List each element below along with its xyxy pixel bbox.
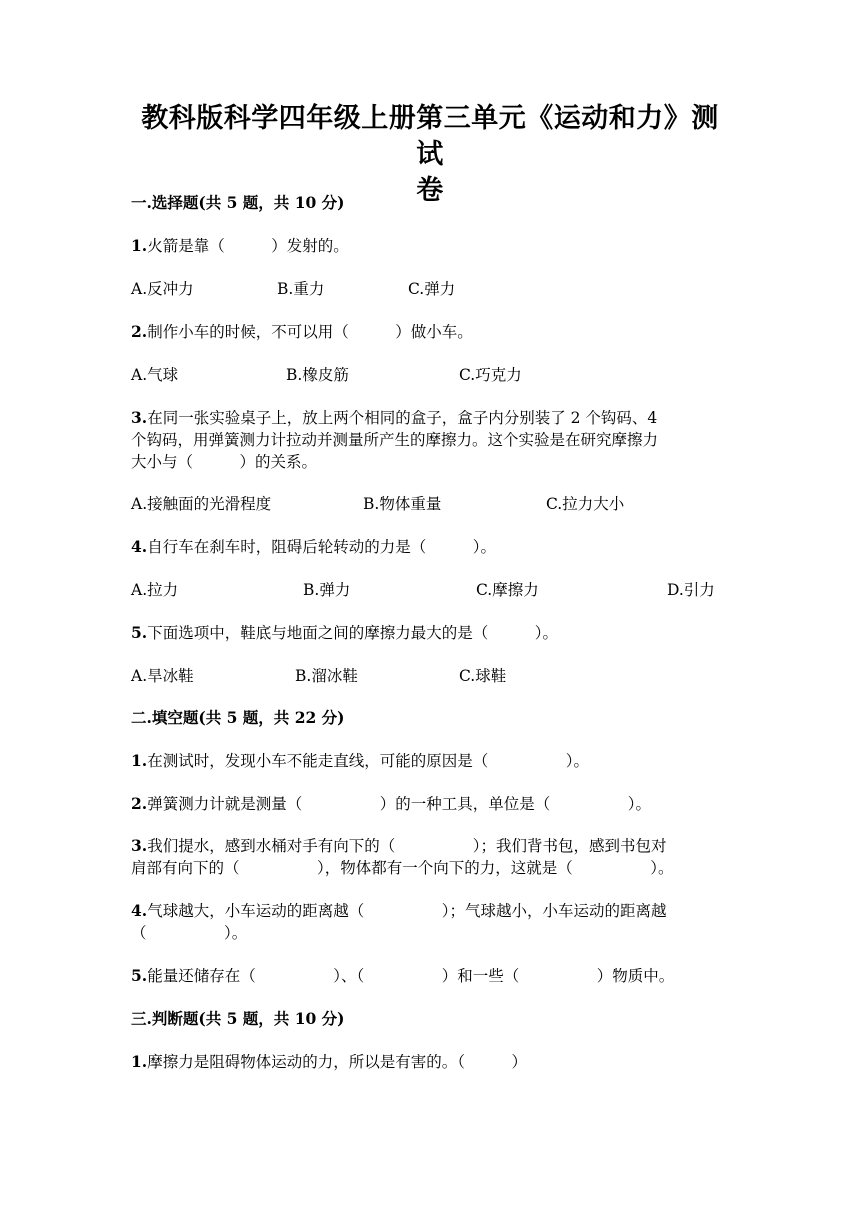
question-text-line-3: 大小与（ ）的关系。: [131, 453, 318, 471]
title-line-1: 教科版科学四年级上册第三单元《运动和力》测试: [141, 103, 719, 170]
choice-q3-option-a: A.接触面的光滑程度: [131, 495, 272, 513]
choice-question-4: [131, 536, 731, 558]
choice-q1-option-a: A.反冲力: [131, 280, 194, 298]
question-number: 4.: [131, 537, 148, 556]
question-number: 5.: [131, 966, 148, 985]
choice-q2-option-c: C.巧克力: [459, 366, 522, 384]
question-number: 2.: [131, 322, 148, 341]
question-text-line-1: 我们提水，感到水桶对手有向下的（ ）；我们背书包，感到书包对: [147, 837, 667, 855]
section-heading-fill: 二.填空题(共 5 题，共 22 分): [131, 708, 345, 727]
question-number: 5.: [131, 623, 148, 642]
choice-q2-option-a: A.气球: [131, 366, 179, 384]
fill-question-1: [131, 750, 731, 772]
question-text: 下面选项中，鞋底与地面之间的摩擦力最大的是（ ）。: [147, 624, 558, 642]
question-text: 摩擦力是阻碍物体运动的力，所以是有害的。（ ）: [147, 1053, 527, 1071]
question-number: 4.: [131, 901, 148, 920]
question-text-line-2: 肩部有向下的（ ），物体都有一个向下的力，这就是（ ）。: [131, 859, 674, 877]
fill-question-2: [131, 793, 731, 815]
question-text: 自行车在刹车时，阻碍后轮转动的力是（ ）。: [147, 538, 496, 556]
fill-question-3: [131, 835, 731, 879]
choice-question-1: [131, 235, 731, 257]
choice-question-5: [131, 622, 731, 644]
choice-q4-option-d: D.引力: [667, 581, 715, 599]
question-text: 在测试时，发现小车不能走直线，可能的原因是（ ）。: [147, 752, 589, 770]
choice-question-2: [131, 321, 731, 343]
question-text: 能量还储存在（ ）、（ ）和一些（ ）物质中。: [147, 967, 675, 985]
fill-question-4: [131, 900, 731, 944]
question-number: 1.: [131, 1052, 148, 1071]
question-number: 3.: [131, 408, 148, 427]
choice-q2-option-b: B.橡皮筋: [286, 366, 349, 384]
choice-q1-option-b: B.重力: [277, 280, 325, 298]
question-number: 3.: [131, 836, 148, 855]
judge-question-1: [131, 1051, 731, 1073]
title-line-2: 卷: [416, 175, 444, 206]
section-heading-choice: 一.选择题(共 5 题，共 10 分): [131, 193, 345, 212]
choice-q3-option-b: B.物体重量: [363, 495, 442, 513]
choice-q1-option-c: C.弹力: [408, 280, 456, 298]
choice-q5-option-b: B.溜冰鞋: [295, 667, 358, 685]
question-text: 火箭是靠（ ）发射的。: [147, 237, 349, 255]
choice-question-3: [131, 407, 731, 473]
question-text: 制作小车的时候，不可以用（ ）做小车。: [147, 323, 473, 341]
question-text: 弹簧测力计就是测量（ ）的一种工具，单位是（ ）。: [147, 795, 651, 813]
question-number: 1.: [131, 236, 148, 255]
choice-q4-option-c: C.摩擦力: [476, 581, 539, 599]
question-text-line-1: 在同一张实验桌子上，放上两个相同的盒子，盒子内分别装了 2 个钩码、4: [147, 409, 658, 427]
choice-q4-option-a: A.拉力: [131, 581, 179, 599]
choice-q3-option-c: C.拉力大小: [546, 495, 625, 513]
question-number: 2.: [131, 794, 148, 813]
choice-q5-option-c: C.球鞋: [459, 667, 507, 685]
choice-q4-option-b: B.弹力: [303, 581, 351, 599]
section-heading-judge: 三.判断题(共 5 题，共 10 分): [131, 1009, 345, 1028]
question-text-line-2: 个钩码，用弹簧测力计拉动并测量所产生的摩擦力。这个实验是在研究摩擦力: [131, 431, 659, 449]
choice-q5-option-a: A.旱冰鞋: [131, 667, 194, 685]
question-number: 1.: [131, 751, 148, 770]
question-text-line-1: 气球越大，小车运动的距离越（ ）；气球越小，小车运动的距离越: [147, 902, 667, 920]
fill-question-5: [131, 965, 731, 987]
question-text-line-2: （ ）。: [131, 924, 248, 942]
